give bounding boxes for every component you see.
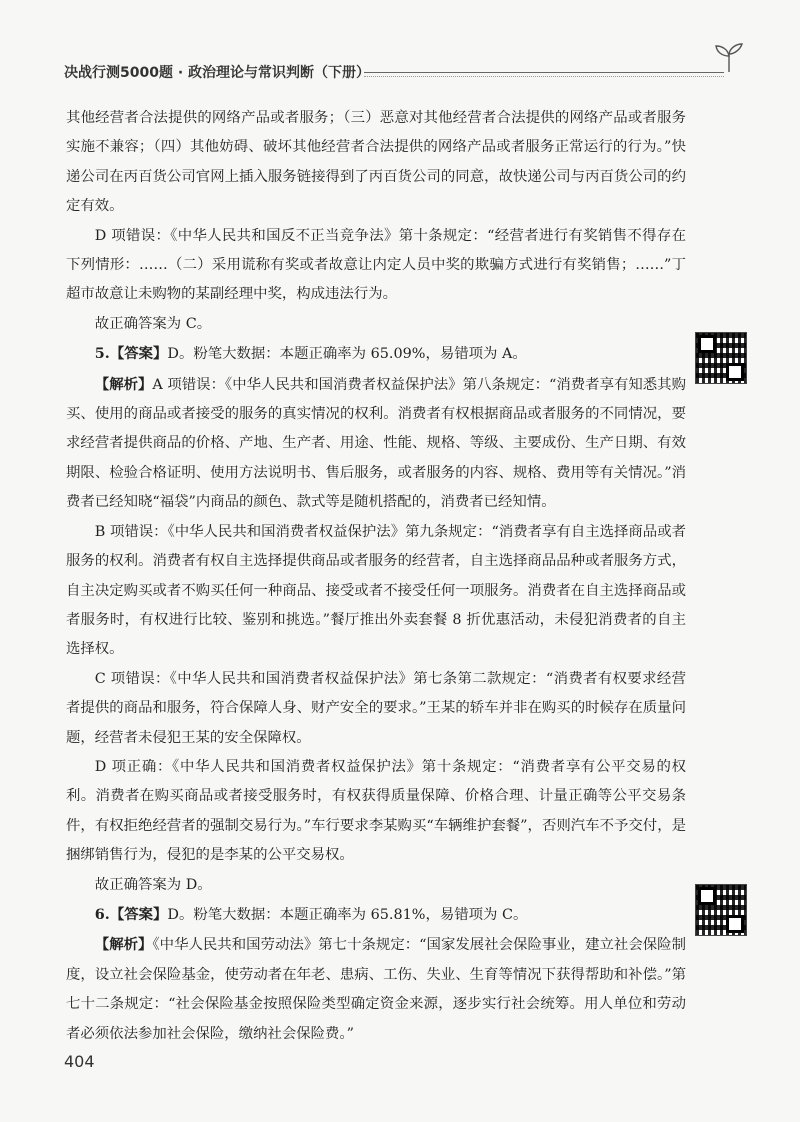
question-number: 5. [94,345,110,363]
analysis-text: A 项错误：《中华人民共和国消费者权益保护法》第八条规定：“消费者享有知悉其购买、使用的商品或者接受的服务的真实情况的权利。消费者有权根据商品或者服务的不同情况，要求经营者提供商品的价格、产地、生产者、用途、性能、规格、等级、主要成份、生产日期、有效期限、检验合格证明、使用方法说明书、售后服务，或者服务的内容、规格、费用等有关情况。”消费者已经知晓“福袋”内商品的颜色、款式等是随机搭配的，消费者已经知情。 [66,376,686,511]
book-title: 决战行测5000题 · 政治理论与常识判断（下册） [64,65,371,81]
page-header [64,56,746,86]
paragraph-continuation: 其他经营者合法提供的网络产品或者服务；（三）恶意对其他经营者合法提供的网络产品或者服务实施不兼容；（四）其他妨碍、破坏其他经营者合法提供的网络产品或者服务正常运行的行为。”快递公司在丙百货公司官网上插入服务链接得到了丙百货公司的同意，故快递公司与丙百货公司的约定有效。 [66,110,686,215]
answer-tag: 【答案】 [109,345,168,363]
sprout-icon [712,42,746,74]
question-5-analysis [66,370,686,518]
paragraph-answer-c: 故正确答案为 C。 [94,315,212,332]
paragraph-b-item: B 项错误：《中华人民共和国消费者权益保护法》第九条规定：“消费者享有自主选择商品或者服务的权利。消费者有权自主选择提供商品或者服务的经营者，自主选择商品品种或者服务方式，自主决定购买或者不购买任何一种商品、接受或者不接受任何一项服务。消费者在自主选择商品或者服务时，有权进行比较、鉴别和挑选。”餐厅推出外卖套餐 8 折优惠活动，未侵犯消费者的自主选择权。 [66,523,686,658]
question-6-analysis [66,930,686,1049]
question-6-answer [66,900,686,930]
qr-code-icon[interactable] [695,332,747,384]
paragraph-answer-d: 故正确答案为 D。 [94,876,212,893]
analysis-tag: 【解析】 [94,936,153,954]
paragraph-c-item: C 项错误：《中华人民共和国消费者权益保护法》第七条第二款规定：“消费者有权要求经营者提供的商品和服务，符合保障人身、财产安全的要求。”王某的轿车并非在购买的时候存在质量问题，经营者未侵犯王某的安全保障权。 [66,670,686,746]
answer-text: D。粉笔大数据：本题正确率为 65.09%，易错项为 A。 [167,346,527,363]
header-rule [364,72,724,73]
answer-text: D。粉笔大数据：本题正确率为 65.81%，易错项为 C。 [167,906,528,923]
paragraph-d-item: D 项错误：《中华人民共和国反不正当竞争法》第十条规定：“经营者进行有奖销售不得存在下列情形：……（二）采用谎称有奖或者故意让内定人员中奖的欺骗方式进行有奖销售；……”丁超市故意让未购物的某副经理中奖，构成违法行为。 [66,227,686,303]
analysis-tag: 【解析】 [94,375,153,393]
question-number: 6. [94,905,110,923]
page-number: 404 [64,1052,95,1071]
page-body [66,104,686,1049]
analysis-text: 《中华人民共和国劳动法》第七十条规定：“国家发展社会保险事业，建立社会保险制度，设立社会保险基金，使劳动者在年老、患病、工伤、失业、生育等情况下获得帮助和补偿。”第七十二条规定：“社会保险基金按照保险类型确定资金来源，逐步实行社会统筹。用人单位和劳动者必须依法参加社会保险，缴纳社会保险费。” [66,937,686,1042]
question-5-answer [66,339,686,369]
answer-tag: 【答案】 [109,905,168,923]
qr-code-icon[interactable] [695,884,747,936]
paragraph-d-correct: D 项正确：《中华人民共和国消费者权益保护法》第十条规定：“消费者享有公平交易的权利。消费者在购买商品或者接受服务时，有权获得质量保障、价格合理、计量正确等公平交易条件，有权拒绝经营者的强制交易行为。”车行要求李某购买“车辆维护套餐”，否则汽车不予交付，是捆绑销售行为，侵犯的是李某的公平交易权。 [66,758,686,864]
